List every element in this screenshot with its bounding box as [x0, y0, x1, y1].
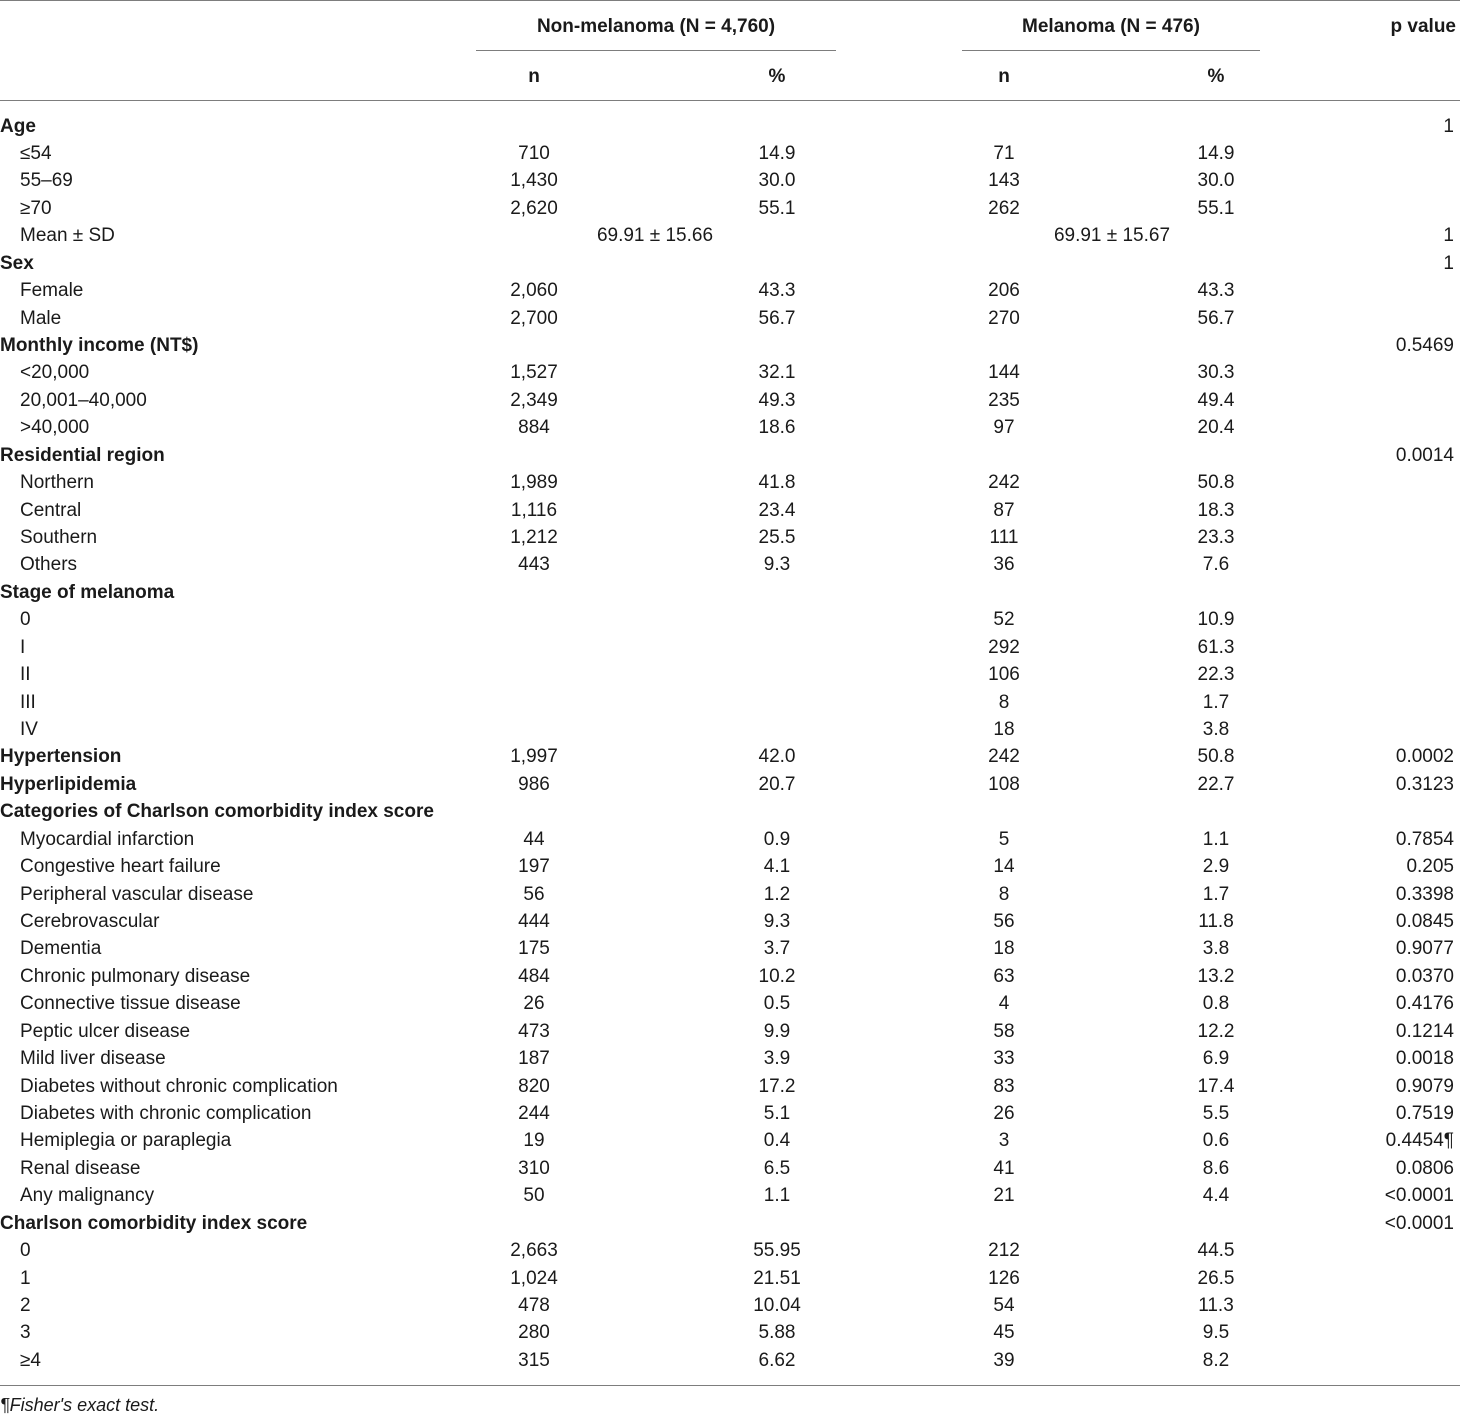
cell-n-non-melanoma: 44 — [523, 828, 545, 850]
cell-n-non-melanoma: 2,700 — [510, 307, 558, 329]
header-bottom-rule — [0, 100, 1460, 101]
cell-p-value: 0.7854 — [1395, 828, 1454, 850]
row-label: Northern — [20, 472, 94, 494]
table-row — [0, 1319, 1460, 1346]
cell-pct-non-melanoma: 10.2 — [758, 965, 796, 987]
table-row — [0, 387, 1460, 414]
cell-pct-non-melanoma: 55.1 — [758, 197, 796, 219]
cell-n-melanoma: 26 — [993, 1102, 1015, 1124]
cell-pct-non-melanoma: 0.5 — [763, 993, 791, 1015]
cell-p-value: 1 — [1443, 225, 1454, 247]
cell-pct-non-melanoma: 14.9 — [758, 142, 796, 164]
cell-n-non-melanoma: 820 — [518, 1075, 550, 1097]
table-row — [0, 1018, 1460, 1045]
header-n-group1: n — [528, 66, 540, 87]
row-label: Diabetes with chronic complication — [20, 1102, 312, 1124]
row-label: Connective tissue disease — [20, 993, 241, 1015]
row-label: Hemiplegia or paraplegia — [20, 1130, 232, 1152]
cell-pct-non-melanoma: 17.2 — [758, 1075, 796, 1097]
row-label: Myocardial infarction — [20, 828, 195, 850]
cell-n-melanoma: 143 — [988, 170, 1020, 192]
cell-n-melanoma: 97 — [993, 417, 1015, 439]
table-row — [0, 1292, 1460, 1319]
cell-pct-non-melanoma: 9.9 — [763, 1020, 791, 1042]
group1-underline — [476, 50, 836, 51]
cell-p-value: 0.7519 — [1395, 1102, 1454, 1124]
cell-n-non-melanoma: 244 — [518, 1102, 550, 1124]
table-row — [0, 277, 1460, 304]
cell-n-melanoma: 63 — [993, 965, 1015, 987]
row-label: III — [20, 691, 36, 713]
cell-n-non-melanoma: 310 — [518, 1157, 550, 1179]
row-label: IV — [20, 718, 38, 740]
row-label: 1 — [20, 1267, 31, 1289]
row-label: 0 — [20, 1240, 31, 1262]
table-row — [0, 497, 1460, 524]
cell-p-value: 0.4454¶ — [1385, 1130, 1454, 1152]
table-top-rule — [0, 0, 1460, 1]
cell-pct-melanoma: 50.8 — [1197, 472, 1235, 494]
cell-n-melanoma: 292 — [988, 636, 1020, 658]
cell-pct-non-melanoma: 9.3 — [763, 554, 791, 576]
cell-pct-melanoma: 2.9 — [1202, 856, 1230, 878]
cell-n-melanoma: 54 — [993, 1294, 1015, 1316]
cell-n-non-melanoma: 2,620 — [510, 197, 558, 219]
row-heading: Age — [0, 115, 36, 137]
cell-pct-melanoma: 23.3 — [1197, 526, 1235, 548]
cell-n-non-melanoma: 2,060 — [510, 280, 558, 302]
cell-pct-non-melanoma: 55.95 — [753, 1240, 801, 1262]
cell-n-melanoma: 56 — [993, 910, 1015, 932]
table-row — [0, 716, 1460, 743]
row-heading: Stage of melanoma — [0, 581, 175, 603]
cell-pct-melanoma: 6.9 — [1202, 1048, 1230, 1070]
cell-mean-sd-melanoma: 69.91 ± 15.67 — [1053, 225, 1171, 247]
cell-pct-melanoma: 13.2 — [1197, 965, 1235, 987]
row-label: I — [20, 636, 26, 658]
row-label: Mean ± SD — [20, 225, 115, 247]
cell-pct-non-melanoma: 0.9 — [763, 828, 791, 850]
table-row — [0, 414, 1460, 441]
cell-pct-melanoma: 18.3 — [1197, 499, 1235, 521]
header-p-value: p value — [1390, 16, 1456, 37]
cell-n-melanoma: 87 — [993, 499, 1015, 521]
cell-n-melanoma: 14 — [993, 856, 1015, 878]
row-label: >40,000 — [20, 417, 90, 439]
cell-n-non-melanoma: 884 — [518, 417, 550, 439]
cell-pct-melanoma: 11.3 — [1198, 1294, 1234, 1316]
cell-mean-sd-non-melanoma: 69.91 ± 15.66 — [596, 225, 714, 247]
row-label: Any malignancy — [20, 1185, 155, 1207]
cell-n-non-melanoma: 19 — [523, 1130, 545, 1152]
row-label: Mild liver disease — [20, 1048, 166, 1070]
cell-pct-non-melanoma: 49.3 — [758, 389, 796, 411]
cell-n-melanoma: 8 — [998, 691, 1010, 713]
cell-pct-melanoma: 5.5 — [1202, 1102, 1230, 1124]
table-bottom-rule — [0, 1385, 1460, 1386]
cell-n-non-melanoma: 187 — [518, 1048, 550, 1070]
cell-p-value: 0.205 — [1406, 856, 1454, 878]
table-row — [0, 990, 1460, 1017]
cell-n-melanoma: 242 — [988, 746, 1020, 768]
cell-pct-melanoma: 3.8 — [1202, 938, 1230, 960]
cell-n-melanoma: 21 — [993, 1185, 1015, 1207]
table-row — [0, 606, 1460, 633]
cell-n-non-melanoma: 175 — [518, 938, 550, 960]
cell-n-non-melanoma: 473 — [518, 1020, 550, 1042]
cell-n-non-melanoma: 1,430 — [510, 170, 558, 192]
cell-pct-melanoma: 50.8 — [1197, 746, 1235, 768]
cell-n-melanoma: 39 — [993, 1349, 1015, 1371]
table-row — [0, 359, 1460, 386]
cell-n-non-melanoma: 478 — [518, 1294, 550, 1316]
table-row — [0, 524, 1460, 551]
cell-pct-non-melanoma: 21.51 — [753, 1267, 801, 1289]
cell-pct-non-melanoma: 56.7 — [758, 307, 796, 329]
cell-pct-non-melanoma: 42.0 — [758, 746, 796, 768]
cell-n-melanoma: 5 — [998, 828, 1010, 850]
cell-n-melanoma: 52 — [993, 609, 1015, 631]
cell-pct-non-melanoma: 1.2 — [763, 883, 791, 905]
table-row — [0, 661, 1460, 688]
cell-pct-melanoma: 44.5 — [1197, 1240, 1235, 1262]
cell-pct-melanoma: 22.7 — [1197, 773, 1235, 795]
cell-p-value: 0.0806 — [1395, 1157, 1454, 1179]
cell-n-melanoma: 235 — [988, 389, 1020, 411]
table-row — [0, 305, 1460, 332]
cell-n-non-melanoma: 986 — [518, 773, 550, 795]
cell-pct-melanoma: 12.2 — [1197, 1020, 1235, 1042]
cell-p-value: <0.0001 — [1384, 1212, 1454, 1234]
cell-p-value: 1 — [1443, 252, 1454, 274]
cell-pct-melanoma: 17.4 — [1197, 1075, 1235, 1097]
cell-pct-non-melanoma: 3.9 — [763, 1048, 791, 1070]
cell-pct-melanoma: 26.5 — [1197, 1267, 1235, 1289]
table-row — [0, 250, 1460, 277]
cell-pct-non-melanoma: 6.62 — [758, 1349, 796, 1371]
table-row — [0, 826, 1460, 853]
cell-pct-melanoma: 7.6 — [1202, 554, 1230, 576]
table-row — [0, 1073, 1460, 1100]
table-row — [0, 1237, 1460, 1264]
cell-n-non-melanoma: 484 — [518, 965, 550, 987]
cell-n-melanoma: 45 — [993, 1322, 1015, 1344]
table-row — [0, 1127, 1460, 1154]
cell-n-non-melanoma: 1,212 — [510, 526, 558, 548]
row-label: 0 — [20, 609, 31, 631]
cell-pct-non-melanoma: 5.88 — [758, 1322, 796, 1344]
cell-n-non-melanoma: 1,997 — [510, 746, 558, 768]
cell-n-melanoma: 18 — [993, 938, 1015, 960]
table-row — [0, 167, 1460, 194]
cell-n-non-melanoma: 315 — [518, 1349, 550, 1371]
cell-n-melanoma: 3 — [998, 1130, 1010, 1152]
cell-n-melanoma: 58 — [993, 1020, 1015, 1042]
cell-n-melanoma: 212 — [988, 1240, 1020, 1262]
cell-pct-melanoma: 43.3 — [1197, 280, 1235, 302]
header-pct-group2: % — [1207, 66, 1225, 87]
table-row — [0, 1182, 1460, 1209]
row-heading: Categories of Charlson comorbidity index score — [0, 801, 434, 823]
row-heading: Sex — [0, 252, 34, 274]
cell-n-non-melanoma: 444 — [518, 910, 550, 932]
cell-n-non-melanoma: 280 — [518, 1322, 550, 1344]
table-row — [0, 935, 1460, 962]
cell-n-non-melanoma: 50 — [523, 1185, 545, 1207]
cell-pct-melanoma: 4.4 — [1202, 1185, 1230, 1207]
cell-p-value: 0.0018 — [1395, 1048, 1454, 1070]
row-label: Peptic ulcer disease — [20, 1020, 191, 1042]
table-row — [0, 1265, 1460, 1292]
cell-n-non-melanoma: 26 — [523, 993, 545, 1015]
table-row — [0, 743, 1460, 770]
cell-n-melanoma: 242 — [988, 472, 1020, 494]
cell-pct-melanoma: 1.7 — [1202, 883, 1230, 905]
cell-pct-melanoma: 14.9 — [1197, 142, 1235, 164]
table-row — [0, 908, 1460, 935]
group2-underline — [962, 50, 1260, 51]
cell-n-melanoma: 262 — [988, 197, 1020, 219]
row-label: Diabetes without chronic complication — [20, 1075, 338, 1097]
cell-pct-melanoma: 30.0 — [1197, 170, 1235, 192]
cell-n-melanoma: 8 — [998, 883, 1010, 905]
row-label: Congestive heart failure — [20, 856, 221, 878]
cell-n-non-melanoma: 1,989 — [510, 472, 558, 494]
table-row — [0, 634, 1460, 661]
cell-n-non-melanoma: 2,663 — [510, 1240, 558, 1262]
row-label: Others — [20, 554, 78, 576]
header-n-group2: n — [998, 66, 1010, 87]
cell-p-value: 0.1214 — [1395, 1020, 1454, 1042]
row-label: II — [20, 664, 31, 686]
cell-p-value: 0.4176 — [1395, 993, 1454, 1015]
cell-p-value: 0.3123 — [1395, 773, 1454, 795]
cell-p-value: 1 — [1443, 115, 1454, 137]
cell-pct-non-melanoma: 5.1 — [763, 1102, 791, 1124]
cell-n-non-melanoma: 443 — [518, 554, 550, 576]
row-label: Central — [20, 499, 82, 521]
cell-pct-non-melanoma: 41.8 — [758, 472, 796, 494]
cell-n-non-melanoma: 710 — [518, 142, 550, 164]
cell-pct-melanoma: 0.8 — [1202, 993, 1230, 1015]
cell-pct-non-melanoma: 6.5 — [763, 1157, 791, 1179]
table-row — [0, 332, 1460, 359]
row-label: Dementia — [20, 938, 102, 960]
cell-p-value: 0.0014 — [1395, 444, 1454, 466]
row-label: ≤54 — [20, 142, 52, 164]
cell-pct-non-melanoma: 1.1 — [763, 1185, 791, 1207]
table-row — [0, 551, 1460, 578]
table-row — [0, 1210, 1460, 1237]
cell-pct-melanoma: 10.9 — [1197, 609, 1235, 631]
cell-pct-melanoma: 0.6 — [1202, 1130, 1230, 1152]
row-heading: Charlson comorbidity index score — [0, 1212, 308, 1234]
cell-n-melanoma: 111 — [989, 526, 1019, 548]
cell-n-non-melanoma: 1,527 — [510, 362, 558, 384]
cell-pct-melanoma: 1.1 — [1202, 828, 1230, 850]
table-row — [0, 963, 1460, 990]
cell-pct-non-melanoma: 30.0 — [758, 170, 796, 192]
cell-pct-melanoma: 11.8 — [1198, 910, 1234, 932]
cell-n-melanoma: 83 — [993, 1075, 1015, 1097]
table-row — [0, 113, 1460, 140]
cell-pct-non-melanoma: 4.1 — [763, 856, 791, 878]
cell-n-melanoma: 106 — [988, 664, 1020, 686]
table-row — [0, 689, 1460, 716]
row-label: 55–69 — [20, 170, 73, 192]
row-label: ≥70 — [20, 197, 52, 219]
cell-pct-melanoma: 55.1 — [1197, 197, 1235, 219]
cell-pct-melanoma: 22.3 — [1197, 664, 1235, 686]
cell-n-melanoma: 33 — [993, 1048, 1015, 1070]
cell-pct-non-melanoma: 43.3 — [758, 280, 796, 302]
row-label: Renal disease — [20, 1157, 141, 1179]
cell-n-melanoma: 144 — [988, 362, 1020, 384]
cell-pct-non-melanoma: 18.6 — [758, 417, 796, 439]
cell-n-melanoma: 36 — [993, 554, 1015, 576]
row-label: Chronic pulmonary disease — [20, 965, 251, 987]
cell-n-non-melanoma: 2,349 — [510, 389, 558, 411]
cell-p-value: 0.0002 — [1395, 746, 1454, 768]
row-label: <20,000 — [20, 362, 90, 384]
table-row — [0, 1347, 1460, 1374]
cell-n-melanoma: 71 — [993, 142, 1015, 164]
cell-pct-melanoma: 20.4 — [1197, 417, 1235, 439]
cell-n-melanoma: 108 — [988, 773, 1020, 795]
table-row — [0, 798, 1460, 825]
cell-pct-non-melanoma: 3.7 — [763, 938, 791, 960]
cell-n-melanoma: 270 — [988, 307, 1020, 329]
row-heading: Hyperlipidemia — [0, 773, 137, 795]
cell-pct-melanoma: 49.4 — [1197, 389, 1235, 411]
header-pct-group1: % — [768, 66, 786, 87]
cell-n-melanoma: 18 — [993, 718, 1015, 740]
row-label: ≥4 — [20, 1349, 41, 1371]
table-row — [0, 469, 1460, 496]
cell-p-value: 0.0845 — [1395, 910, 1454, 932]
cell-n-melanoma: 41 — [993, 1157, 1015, 1179]
row-label: Female — [20, 280, 84, 302]
cell-pct-melanoma: 8.6 — [1202, 1157, 1230, 1179]
cell-n-melanoma: 4 — [998, 993, 1010, 1015]
row-label: Male — [20, 307, 62, 329]
table-row — [0, 1100, 1460, 1127]
table-row — [0, 195, 1460, 222]
cell-n-melanoma: 206 — [988, 280, 1020, 302]
cell-p-value: 0.9079 — [1395, 1075, 1454, 1097]
row-label: 3 — [20, 1322, 31, 1344]
header-non-melanoma: Non-melanoma (N = 4,760) — [536, 16, 776, 37]
table-row — [0, 853, 1460, 880]
row-label: 20,001–40,000 — [20, 389, 147, 411]
table-row — [0, 579, 1460, 606]
row-heading: Monthly income (NT$) — [0, 334, 199, 356]
row-heading: Residential region — [0, 444, 165, 466]
row-label: 2 — [20, 1294, 31, 1316]
cell-pct-melanoma: 8.2 — [1202, 1349, 1230, 1371]
cell-n-non-melanoma: 1,116 — [510, 499, 558, 521]
cell-pct-non-melanoma: 0.4 — [763, 1130, 791, 1152]
cell-pct-melanoma: 3.8 — [1202, 718, 1230, 740]
table-row — [0, 140, 1460, 167]
row-label: Southern — [20, 526, 98, 548]
cell-n-non-melanoma: 197 — [518, 856, 550, 878]
cell-pct-melanoma: 1.7 — [1202, 691, 1230, 713]
row-label: Peripheral vascular disease — [20, 883, 254, 905]
cell-pct-non-melanoma: 10.04 — [753, 1294, 801, 1316]
cell-n-melanoma: 126 — [988, 1267, 1020, 1289]
cell-pct-melanoma: 9.5 — [1202, 1322, 1230, 1344]
table-row — [0, 442, 1460, 469]
header-melanoma: Melanoma (N = 476) — [1022, 16, 1200, 37]
cell-pct-non-melanoma: 20.7 — [758, 773, 796, 795]
cell-pct-melanoma: 61.3 — [1197, 636, 1235, 658]
table-row — [0, 1155, 1460, 1182]
table-row — [0, 222, 1460, 249]
cell-n-non-melanoma: 56 — [523, 883, 545, 905]
cell-pct-melanoma: 56.7 — [1197, 307, 1235, 329]
cell-p-value: <0.0001 — [1384, 1185, 1454, 1207]
cell-p-value: 0.0370 — [1395, 965, 1454, 987]
footnote: ¶Fisher's exact test. — [0, 1395, 160, 1415]
cell-pct-melanoma: 30.3 — [1197, 362, 1235, 384]
table-row — [0, 1045, 1460, 1072]
cell-pct-non-melanoma: 23.4 — [758, 499, 796, 521]
cell-pct-non-melanoma: 32.1 — [758, 362, 796, 384]
table-row — [0, 771, 1460, 798]
table-row — [0, 881, 1460, 908]
cell-p-value: 0.5469 — [1395, 334, 1454, 356]
row-heading: Hypertension — [0, 746, 122, 768]
cell-pct-non-melanoma: 9.3 — [763, 910, 791, 932]
row-label: Cerebrovascular — [20, 910, 160, 932]
cell-p-value: 0.3398 — [1395, 883, 1454, 905]
cell-n-non-melanoma: 1,024 — [510, 1267, 558, 1289]
cell-pct-non-melanoma: 25.5 — [758, 526, 796, 548]
cell-p-value: 0.9077 — [1395, 938, 1454, 960]
